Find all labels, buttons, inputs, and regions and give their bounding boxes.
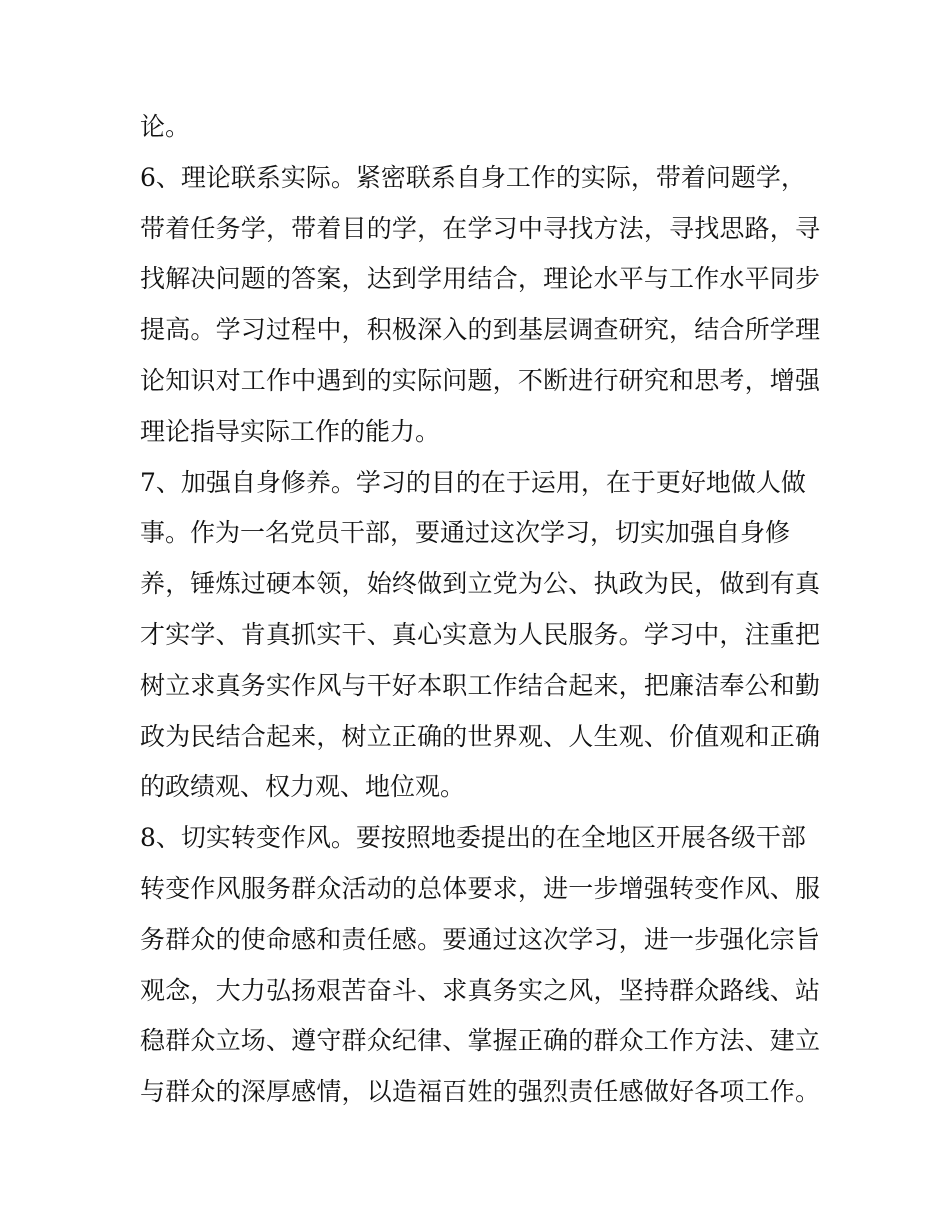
text-line: 的政绩观、权力观、地位观。 (140, 772, 466, 802)
text-line: 观念，大力弘扬艰苦奋斗、求真务实之风，坚持群众路线、站 (140, 975, 820, 1005)
text-line: 与群众的深厚感情，以造福百姓的强烈责任感做好各项工作。 (140, 1077, 820, 1107)
text-line: 才实学、肯真抓实干、真心实意为人民服务。学习中，注重把 (140, 619, 820, 649)
body-text (140, 102, 820, 1118)
text-line: 7、加强自身修养。学习的目的在于运用，在于更好地做人做 (140, 467, 806, 497)
text-line: 稳群众立场、遵守群众纪律、掌握正确的群众工作方法、建立 (140, 1026, 820, 1056)
text-line: 提高。学习过程中，积极深入的到基层调查研究，结合所学理 (140, 315, 820, 345)
text-line: 找解决问题的答案，达到学用结合，理论水平与工作水平同步 (140, 264, 820, 294)
text-line: 树立求真务实作风与干好本职工作结合起来，把廉洁奉公和勤 (140, 670, 820, 700)
text-line: 带着任务学，带着目的学，在学习中寻找方法，寻找思路，寻 (140, 213, 820, 243)
text-line: 6、理论联系实际。紧密联系自身工作的实际，带着问题学， (140, 162, 806, 192)
text-line: 政为民结合起来，树立正确的世界观、人生观、价值观和正确 (140, 721, 820, 751)
text-line: 论。 (140, 112, 191, 141)
text-line: 养，锤炼过硬本领，始终做到立党为公、执政为民，做到有真 (140, 569, 820, 599)
text-line: 务群众的使命感和责任感。要通过这次学习，进一步强化宗旨 (140, 924, 820, 954)
text-line: 论知识对工作中遇到的实际问题，不断进行研究和思考，增强 (140, 365, 820, 395)
text-line: 事。作为一名党员干部，要通过这次学习，切实加强自身修 (140, 518, 791, 548)
text-line: 8、切实转变作风。要按照地委提出的在全地区开展各级干部 (140, 823, 806, 853)
text-line: 理论指导实际工作的能力。 (140, 416, 441, 446)
text-line: 转变作风服务群众活动的总体要求，进一步增强转变作风、服 (140, 873, 820, 903)
